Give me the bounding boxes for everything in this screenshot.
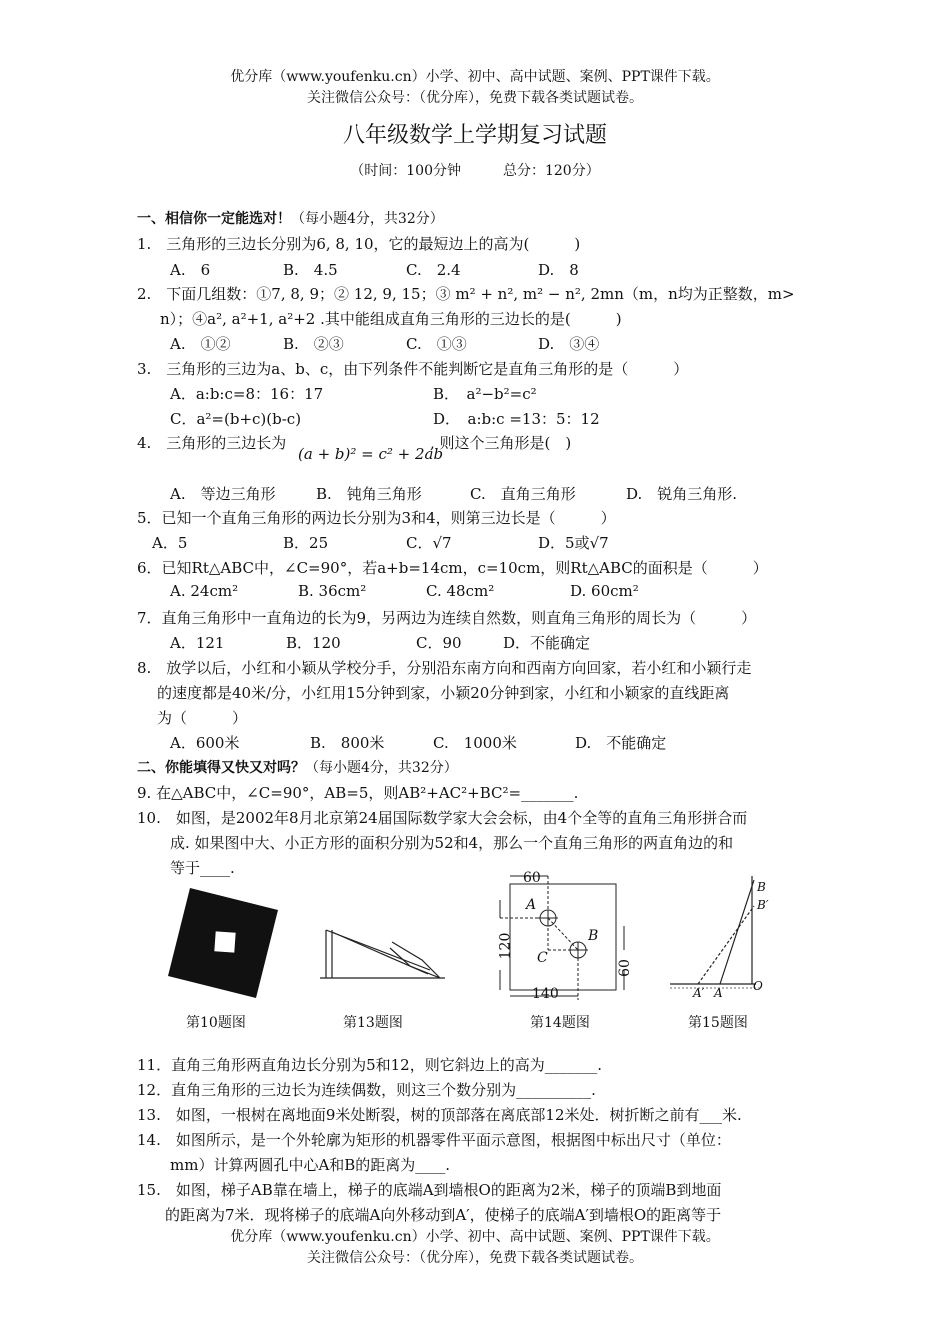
section-1-note: （每小题4分，共32分） (291, 211, 444, 227)
question-15-line-2: 的距离为7米．现将梯子的底端A向外移动到A′，使梯子的底端A′到墙根O的距离等于 (165, 1206, 722, 1224)
section-1-title: 一、相信你一定能选对！ (137, 211, 291, 227)
question-13: 13. 如图，一根树在离地面9米处断裂，树的顶部落在离底部12米处．树折断之前有___米. (137, 1106, 742, 1124)
question-8-line-1: 8. 放学以后，小红和小颖从学校分手，分别沿东南方向和西南方向回家，若小红和小颖行走 (137, 659, 752, 677)
q6-option-c: C. 48cm² (426, 582, 495, 600)
fig15-label-o: O (753, 979, 763, 993)
question-10-line-1: 10. 如图，是2002年8月北京第24届国际数学家大会会标，由4个全等的直角三角形拼合而 (137, 809, 748, 827)
q1-option-b: B. 4.5 (283, 261, 338, 279)
question-5: 5．已知一个直角三角形的两边长分别为3和4，则第三边长是（ ） (137, 509, 616, 527)
question-7: 7．直角三角形中一直角边的长为9，另两边为连续自然数，则直角三角形的周长为（ ） (137, 609, 757, 627)
question-10-line-3: 等于____. (170, 859, 235, 877)
q7-option-b: B．120 (286, 634, 341, 652)
caption-fig-14: 第14题图 (530, 1015, 590, 1031)
caption-fig-13: 第13题图 (343, 1015, 403, 1031)
q4-formula: (a + b)² = c² + 2ab (298, 445, 444, 463)
q7-option-a: A．121 (170, 634, 225, 652)
q1-option-c: C. 2.4 (406, 261, 461, 279)
question-3: 3. 三角形的三边为a、b、c，由下列条件不能判断它是直角三角形的是（ ） (137, 360, 689, 378)
fig14-dim-140: 140 (532, 986, 559, 1002)
question-14-line-2: mm）计算两圆孔中心A和B的距离为____. (170, 1156, 451, 1174)
q2-option-c: C. ①③ (406, 335, 467, 353)
q3-option-a: A．a:b:c=8：16：17 (170, 385, 324, 403)
question-8-line-3: 为（ ） (157, 709, 248, 727)
figure-10-logo (168, 888, 278, 998)
page-subtitle: （时间：100分钟 总分：120分） (350, 163, 600, 179)
fig14-label-a: A (526, 897, 537, 913)
fig14-label-c: C (537, 950, 548, 966)
fig15-label-b: B (757, 880, 766, 894)
q6-option-d: D. 60cm² (570, 582, 639, 600)
header-line-1: 优分库（www.youfenku.cn）小学、初中、高中试题、案例、PPT课件下载。 (230, 69, 720, 85)
header-line-2: 关注微信公众号：（优分库），免费下载各类试题试卷。 (307, 90, 643, 106)
fig15-label-a: A (714, 986, 723, 1000)
footer-line-1: 优分库（www.youfenku.cn）小学、初中、高中试题、案例、PPT课件下载。 (230, 1229, 720, 1245)
figure-14-part (500, 876, 624, 1000)
section-2-title: 二、你能填得又快又对吗？ (137, 760, 305, 776)
q7-option-c: C．90 (416, 634, 462, 652)
q4-tail: , 则这个三角形是( ) (430, 434, 572, 452)
section-2-note: （每小题4分，共32分） (305, 760, 458, 776)
section-1-heading (137, 208, 444, 228)
q2-option-b: B. ②③ (283, 335, 344, 353)
figure-15-ladder (670, 876, 760, 988)
question-11: 11．直角三角形两直角边长分别为5和12，则它斜边上的高为_______. (137, 1056, 602, 1074)
q5-option-d: D．5或√7 (538, 534, 609, 552)
q4-option-b: B. 钝角三角形 (316, 485, 422, 503)
fig14-dim-120: 120 (497, 932, 514, 960)
question-10-line-2: 成. 如果图中大、小正方形的面积分别为52和4，那么一个直角三角形的两直角边的和 (170, 834, 734, 852)
question-14-line-1: 14. 如图所示，是一个外轮廓为矩形的机器零件平面示意图，根据图中标出尺寸（单位： (137, 1131, 731, 1149)
footer-line-2: 关注微信公众号：（优分库），免费下载各类试题试卷。 (307, 1250, 643, 1266)
question-2-cont: n）；④a², a²+1, a²+2 .其中能组成直角三角形的三边长的是( ) (160, 310, 622, 328)
question-4: 4. 三角形的三边长为 (137, 434, 287, 452)
question-2: 2. 下面几组数：①7, 8, 9；② 12, 9, 15；③ m² + n², m² − n², 2mn（m，n均为正整数，m> (137, 285, 795, 303)
fig14-dim-60-right: 60 (616, 959, 633, 977)
q5-option-a: A．5 (152, 534, 188, 552)
q6-option-a: A. 24cm² (170, 582, 239, 600)
q2-option-a: A. ①② (170, 335, 231, 353)
fig15-label-b-prime: B′ (757, 898, 769, 912)
section-2-heading (137, 757, 458, 777)
caption-fig-10: 第10题图 (186, 1015, 246, 1031)
q6-option-b: B. 36cm² (298, 582, 367, 600)
fig14-label-b: B (588, 928, 599, 944)
q4-option-a: A. 等边三角形 (170, 485, 276, 503)
q7-option-d: D．不能确定 (503, 634, 591, 652)
question-9: 9. 在△ABC中，∠C=90°，AB=5，则AB²+AC²+BC²=_______. (137, 784, 579, 802)
q5-option-c: C．√7 (406, 534, 452, 552)
q4-option-d: D. 锐角三角形. (626, 485, 738, 503)
question-1: 1. 三角形的三边长分别为6, 8, 10，它的最短边上的高为( ) (137, 235, 581, 253)
fig14-dim-60-top: 60 (523, 870, 541, 886)
fig15-label-a-prime: A′ (693, 986, 705, 1000)
question-12: 12．直角三角形的三边长为连续偶数，则这三个数分别为__________. (137, 1081, 596, 1099)
q4-option-c: C. 直角三角形 (470, 485, 576, 503)
q8-option-b: B. 800米 (310, 734, 385, 752)
figure-13-tree (320, 930, 445, 978)
q3-option-b: B． a²−b²=c² (433, 385, 537, 403)
q8-option-a: A．600米 (170, 734, 240, 752)
question-15-line-1: 15. 如图，梯子AB靠在墙上，梯子的底端A到墙根O的距离为2米，梯子的顶端B到地面 (137, 1181, 722, 1199)
q3-option-d: D． a:b:c =13：5：12 (433, 410, 600, 428)
q8-option-c: C. 1000米 (433, 734, 517, 752)
q3-option-c: C．a²=(b+c)(b-c) (170, 410, 302, 428)
page-title: 八年级数学上学期复习试题 (342, 123, 607, 148)
question-6: 6．已知Rt△ABC中，∠C=90°，若a+b=14cm，c=10cm，则Rt△ABC的面积是（ ） (137, 559, 768, 577)
q2-option-d: D. ③④ (538, 335, 600, 353)
q5-option-b: B．25 (283, 534, 329, 552)
question-8-line-2: 的速度都是40米/分，小红用15分钟到家，小颖20分钟到家，小红和小颖家的直线距离 (157, 684, 730, 702)
q8-option-d: D. 不能确定 (575, 734, 667, 752)
q1-option-d: D. 8 (538, 261, 579, 279)
caption-fig-15: 第15题图 (688, 1015, 748, 1031)
q1-option-a: A. 6 (170, 261, 211, 279)
